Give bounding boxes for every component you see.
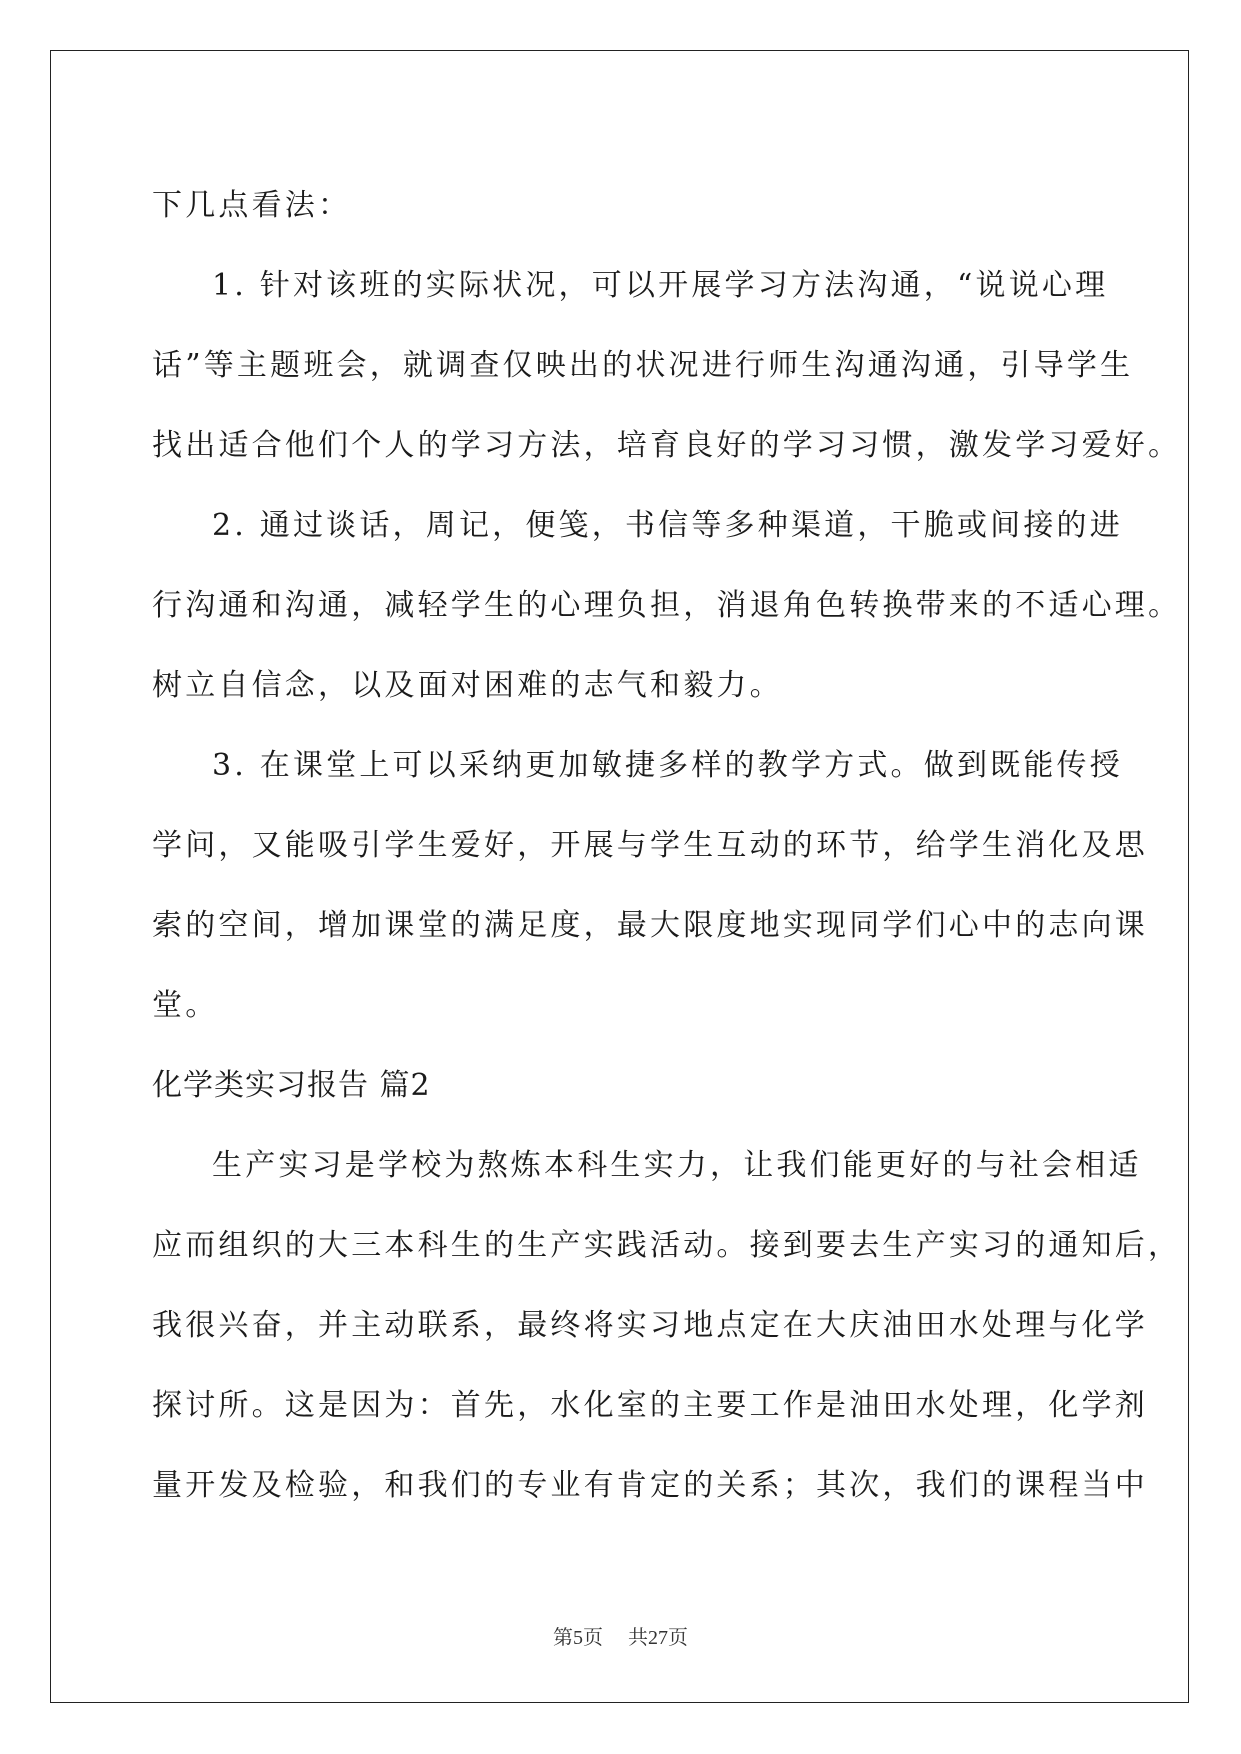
- text-line: 行沟通和沟通，减轻学生的心理负担，消退角色转换带来的不适心理。: [152, 588, 1182, 623]
- text-line: 量开发及检验，和我们的专业有肯定的关系；其次，我们的课程当中: [152, 1468, 1148, 1503]
- text-line: 我很兴奋，并主动联系，最终将实习地点定在大庆油田水处理与化学: [152, 1308, 1148, 1343]
- text-line: 2. 通过谈话，周记，便笺，书信等多种渠道，干脆或间接的进: [212, 508, 1123, 543]
- text-line: 下几点看法：: [152, 188, 352, 223]
- current-page-number: 第5页: [553, 1627, 603, 1649]
- text-line: 探讨所。这是因为：首先，水化室的主要工作是油田水处理，化学剂: [152, 1388, 1148, 1423]
- text-line: 索的空间，增加课堂的满足度，最大限度地实现同学们心中的志向课: [152, 908, 1148, 943]
- document-body: [152, 166, 1182, 1526]
- text-line: 堂。: [152, 988, 219, 1023]
- page-footer: [0, 1626, 1241, 1650]
- text-line: 树立自信念，以及面对困难的志气和毅力。: [152, 668, 783, 703]
- text-line: 应而组织的大三本科生的生产实践活动。接到要去生产实习的通知后，: [152, 1228, 1182, 1263]
- text-line: 话”等主题班会，就调查仅映出的状况进行师生沟通沟通，引导学生: [152, 348, 1134, 383]
- total-page-count: 共27页: [628, 1627, 688, 1649]
- text-line: 学问，又能吸引学生爱好，开展与学生互动的环节，给学生消化及思: [152, 828, 1148, 863]
- section-heading: 化学类实习报告 篇2: [152, 1068, 431, 1103]
- text-line: 找出适合他们个人的学习方法，培育良好的学习习惯，激发学习爱好。: [152, 428, 1182, 463]
- text-line: 1. 针对该班的实际状况，可以开展学习方法沟通，“说说心理: [212, 268, 1109, 303]
- text-line: 3. 在课堂上可以采纳更加敏捷多样的教学方式。做到既能传授: [212, 748, 1123, 783]
- text-line: 生产实习是学校为熬炼本科生实力，让我们能更好的与社会相适: [212, 1148, 1142, 1183]
